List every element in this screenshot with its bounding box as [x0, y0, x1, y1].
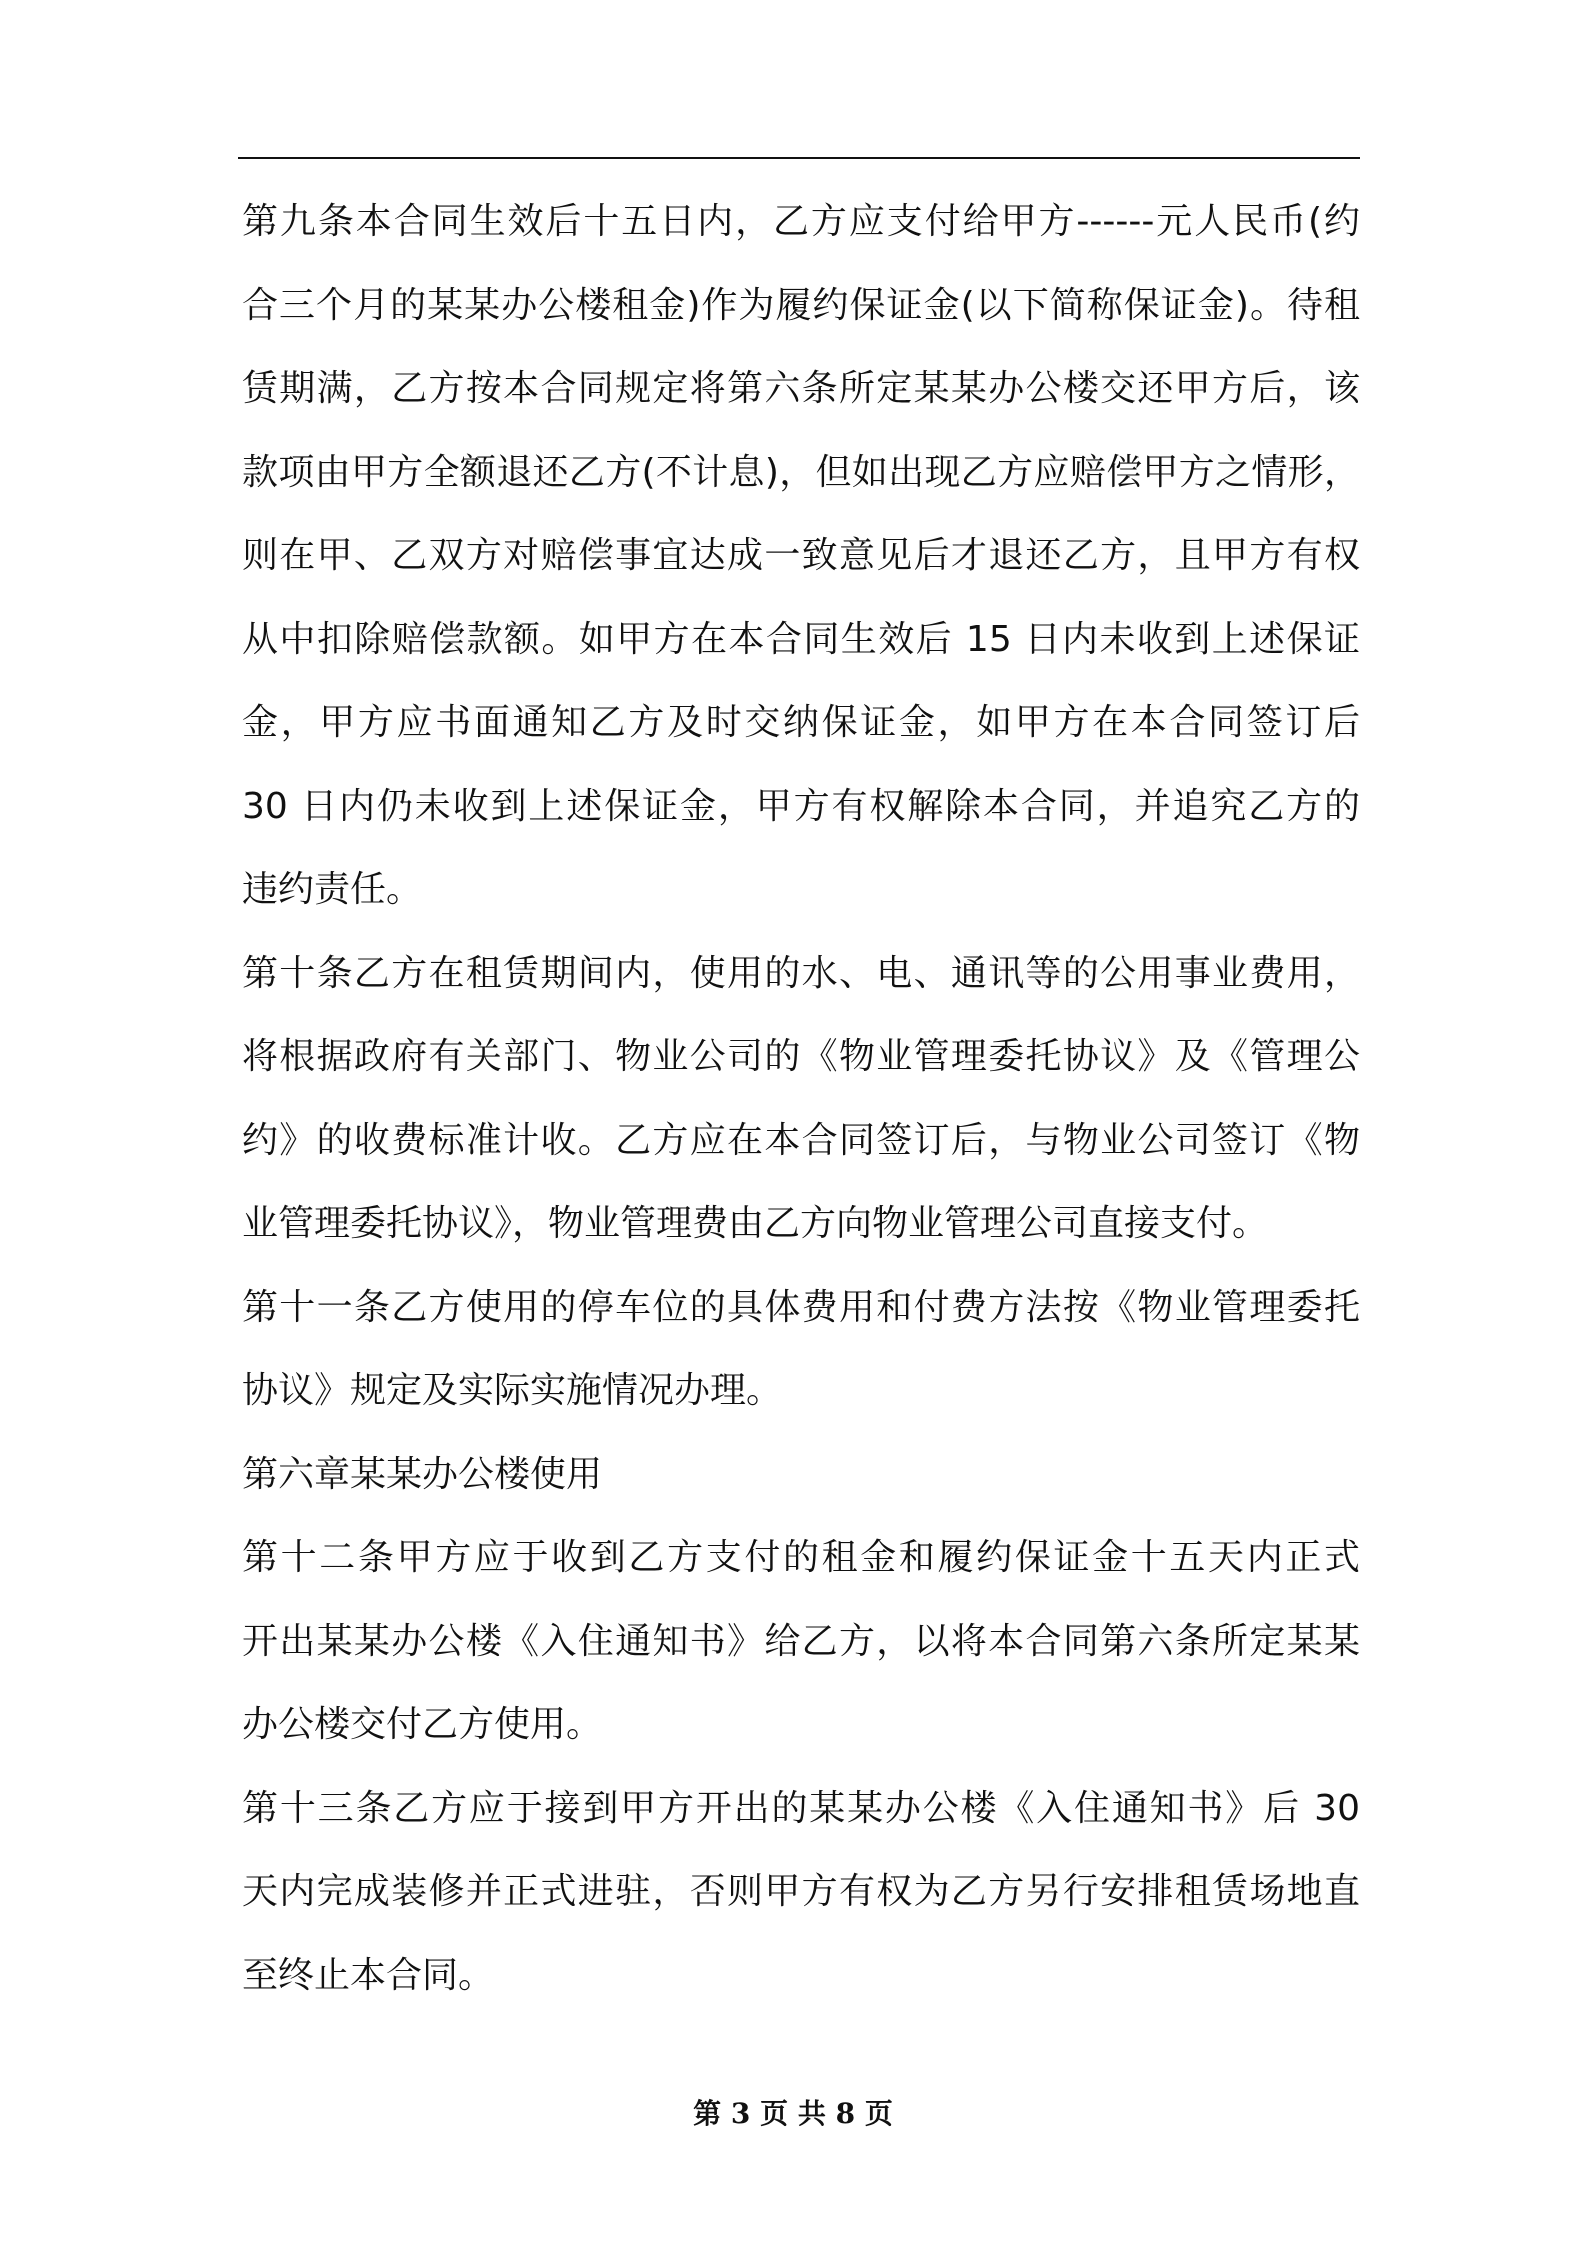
- text-line: 第十三条乙方应于接到甲方开出的某某办公楼《入住通知书》后 30: [242, 1787, 1360, 1829]
- text-line: 款项由甲方全额退还乙方(不计息)，但如出现乙方应赔偿甲方之情形，: [242, 451, 1360, 493]
- text-line: 协议》规定及实际实施情况办理。: [242, 1370, 783, 1411]
- text-line: 第十二条甲方应于收到乙方支付的租金和履约保证金十五天内正式: [242, 1537, 1360, 1578]
- section-heading: 第六章某某办公楼使用: [242, 1453, 603, 1495]
- text-line: 第十条乙方在租赁期间内，使用的水、电、通讯等的公用事业费用，: [242, 952, 1360, 994]
- page-number: 第 3 页 共 8 页: [693, 2097, 893, 2130]
- header-rule: [238, 157, 1360, 159]
- text-line: 第十一条乙方使用的停车位的具体费用和付费方法按《物业管理委托: [242, 1286, 1360, 1328]
- text-line: 业管理委托协议》，物业管理费由乙方向物业管理公司直接支付。: [242, 1203, 1269, 1244]
- document-body: [242, 180, 1360, 2017]
- text-line: 赁期满，乙方按本合同规定将第六条所定某某办公楼交还甲方后，该: [242, 368, 1360, 409]
- text-line: 至终止本合同。: [242, 1954, 495, 1996]
- text-line: 将根据政府有关部门、物业公司的《物业管理委托协议》及《管理公: [242, 1036, 1360, 1077]
- text-line: 合三个月的某某办公楼租金)作为履约保证金(以下简称保证金)。待租: [242, 284, 1360, 326]
- text-line: 第九条本合同生效后十五日内，乙方应支付给甲方------元人民币(约: [242, 201, 1360, 242]
- text-line: 30 日内仍未收到上述保证金，甲方有权解除本合同，并追究乙方的: [242, 785, 1360, 827]
- text-line: 开出某某办公楼《入住通知书》给乙方，以将本合同第六条所定某某: [242, 1620, 1360, 1662]
- text-line: 办公楼交付乙方使用。: [242, 1704, 603, 1745]
- text-line: 违约责任。: [242, 869, 423, 910]
- text-line: 从中扣除赔偿款额。如甲方在本合同生效后 15 日内未收到上述保证: [242, 618, 1360, 660]
- text-line: 约》的收费标准计收。乙方应在本合同签订后，与物业公司签订《物: [242, 1119, 1360, 1161]
- text-line: 金，甲方应书面通知乙方及时交纳保证金，如甲方在本合同签订后: [242, 702, 1360, 743]
- text-line: 天内完成装修并正式进驻，否则甲方有权为乙方另行安排租赁场地直: [242, 1871, 1360, 1912]
- text-line: 则在甲、乙双方对赔偿事宜达成一致意见后才退还乙方，且甲方有权: [242, 535, 1360, 576]
